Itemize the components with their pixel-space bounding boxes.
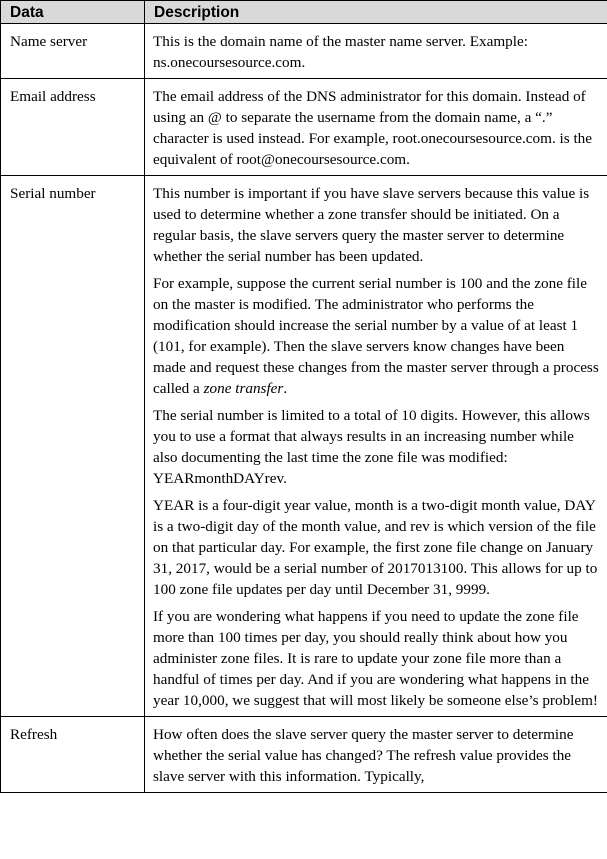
paragraph-end-punctuation: . — [283, 380, 288, 397]
row-label-name-server: Name server — [1, 24, 145, 79]
description-paragraph: If you are wondering what happens if you need to update the zone file more than 100 times per day, you should really think about how you administer zone files. It is rare to update your zone file more than a handful of times per day. And if you are wondering what happens in the year 10,000, we suggest that will most likely be someone else’s problem! — [153, 608, 598, 709]
description-paragraph — [153, 273, 599, 399]
row-description-email-address — [145, 79, 607, 176]
row-description-serial-number — [145, 176, 607, 717]
description-paragraph: This is the domain name of the master name server. Example: ns.onecoursesource.com. — [153, 33, 528, 71]
row-description-refresh — [145, 717, 607, 793]
row-label-refresh: Refresh — [1, 717, 145, 793]
table-row — [1, 79, 607, 176]
description-paragraph: The email address of the DNS administrator for this domain. Instead of using an @ to separate the username from the domain name, a “.” character is used instead. For example, root.onecoursesource.com. is the equivalent of root@onecoursesource.com. — [153, 88, 593, 168]
italic-term-zone-transfer: zone transfer — [203, 380, 284, 397]
description-paragraph: YEAR is a four-digit year value, month is a two-digit month value, DAY is a two-digit day of the month value, and rev is which version of the file on that particular day. For example, the first zone file change on January 31, 2017, would be a serial number of 2017013100. This allows for up to 100 zone file updates per day until December 31, 9999. — [153, 497, 598, 598]
row-description-name-server — [145, 24, 607, 79]
paragraph-text: For example, suppose the current serial number is 100 and the zone file on the master is modified. The administrator who performs the modification should increase the serial number by a value of at least 1 (101, for example). Then the slave servers know changes have been made and request these changes from the master server through a process called a — [153, 275, 599, 397]
description-paragraph: How often does the slave server query the master server to determine whether the serial value has changed? The refresh value provides the slave server with this information. Typically, — [153, 726, 574, 785]
table-row — [1, 717, 607, 793]
column-header-data: Data — [1, 1, 145, 24]
description-paragraph: The serial number is limited to a total of 10 digits. However, this allows you to use a format that always results in an increasing number while also documenting the last time the zone file was modified: YEARmonthDAYrev. — [153, 407, 590, 487]
row-label-serial-number: Serial number — [1, 176, 145, 717]
table-row — [1, 24, 607, 79]
column-header-description: Description — [145, 1, 607, 24]
description-paragraph: This number is important if you have slave servers because this value is used to determine whether a zone transfer should be initiated. On a regular basis, the slave servers query the master server to determine whether the serial number has been updated. — [153, 185, 590, 265]
row-label-email-address: Email address — [1, 79, 145, 176]
header-row — [1, 1, 607, 24]
table-row — [1, 176, 607, 717]
